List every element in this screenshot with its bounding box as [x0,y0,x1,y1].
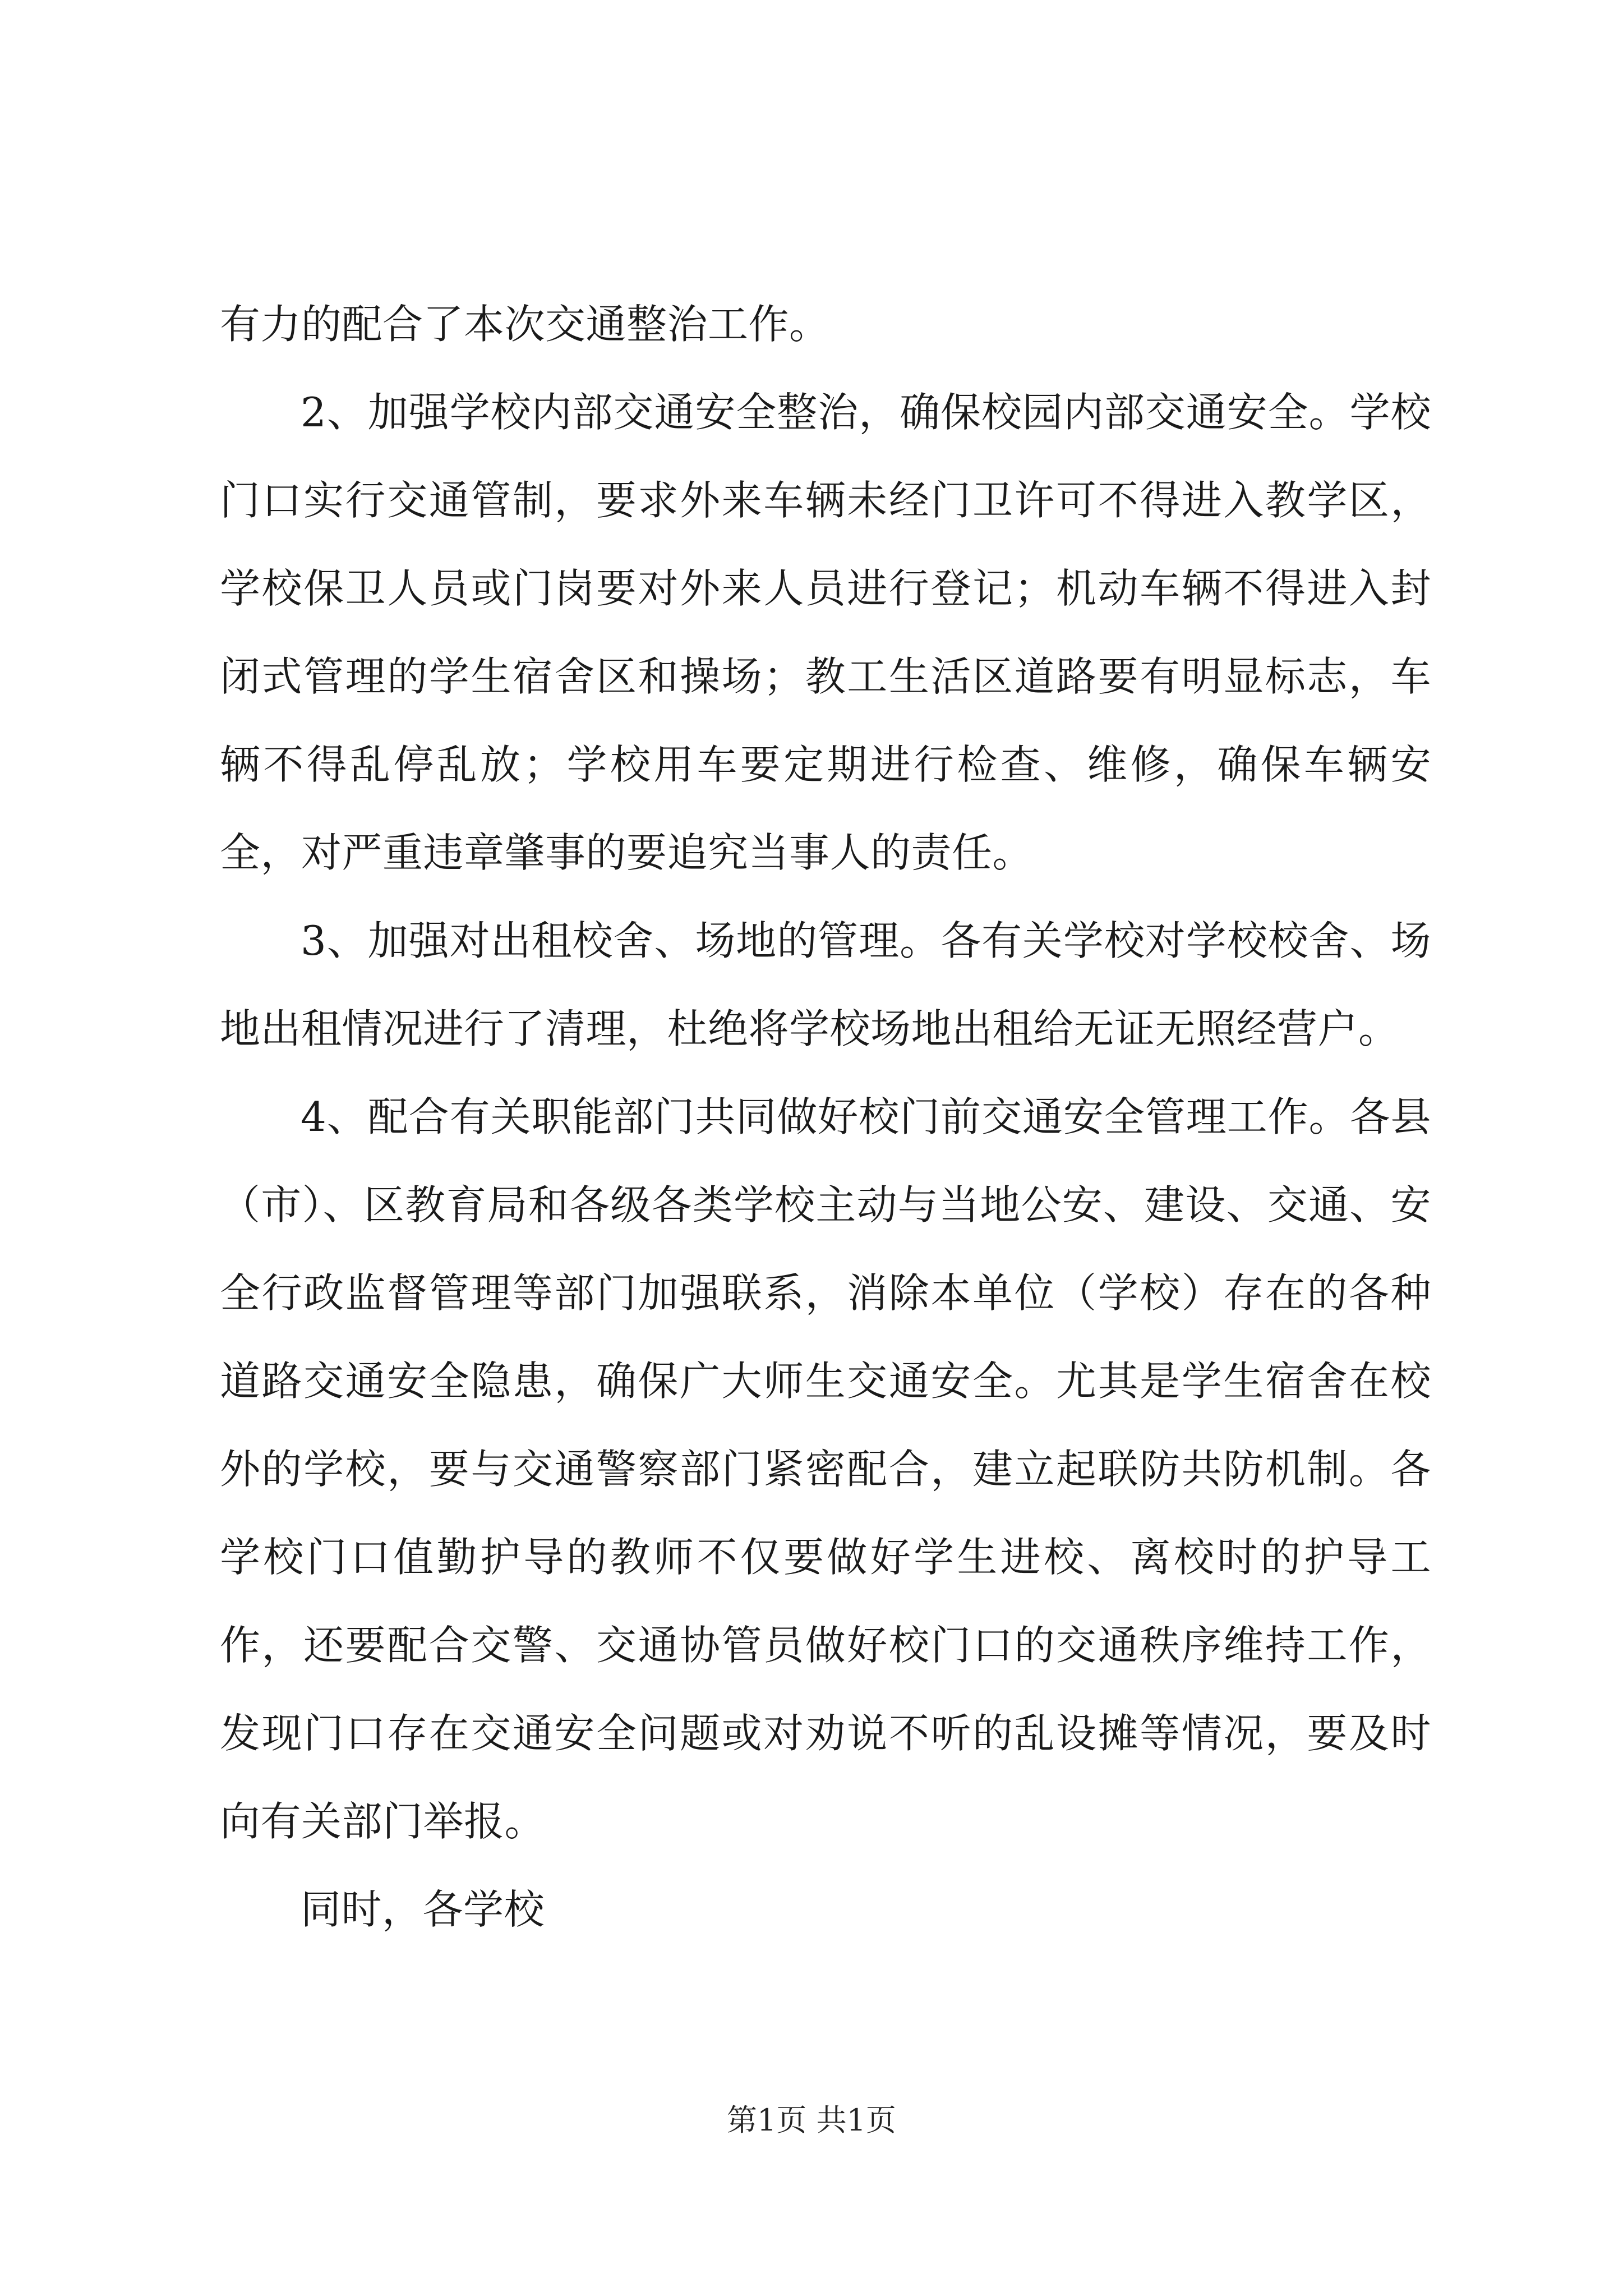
paragraph-continuation: 有力的配合了本次交通整治工作。 [220,301,830,348]
page-number-footer: 第1页 共1页 [727,2102,896,2138]
paragraph-item-2: 2、加强学校内部交通安全整治，确保校园内部交通安全。学校门口实行交通管制，要求外来车辆未经门卫许可不得进入教学区，学校保卫人员或门岗要对外来人员进行登记；机动车辆不得进入封闭式管理的学生宿舍区和操场；教工生活区道路要有明显标志，车辆不得乱停乱放；学校用车要定期进行检查、维修，确保车辆安全，对严重违章肇事的要追究当事人的责任。 [220,389,1431,876]
paragraph-item-4: 4、配合有关职能部门共同做好校门前交通安全管理工作。各县（市）、区教育局和各级各类学校主动与当地公安、建设、交通、安全行政监督管理等部门加强联系，消除本单位（学校）存在的各种道路交通安全隐患，确保广大师生交通安全。尤其是学生宿舍在校外的学校，要与交通警察部门紧密配合，建立起联防共防机制。各学校门口值勤护导的教师不仅要做好学生进校、离校时的护导工作，还要配合交警、交通协管员做好校门口的交通秩序维持工作，发现门口存在交通安全问题或对劝说不听的乱设摊等情况，要及时向有关部门举报。 [220,1093,1431,1845]
document-body [220,280,1431,1954]
paragraph-item-3: 3、加强对出租校舍、场地的管理。各有关学校对学校校舍、场地出租情况进行了清理，杜绝将学校场地出租给无证无照经营户。 [220,917,1431,1052]
paragraph-truncated: 同时，各学校 [301,1886,545,1933]
